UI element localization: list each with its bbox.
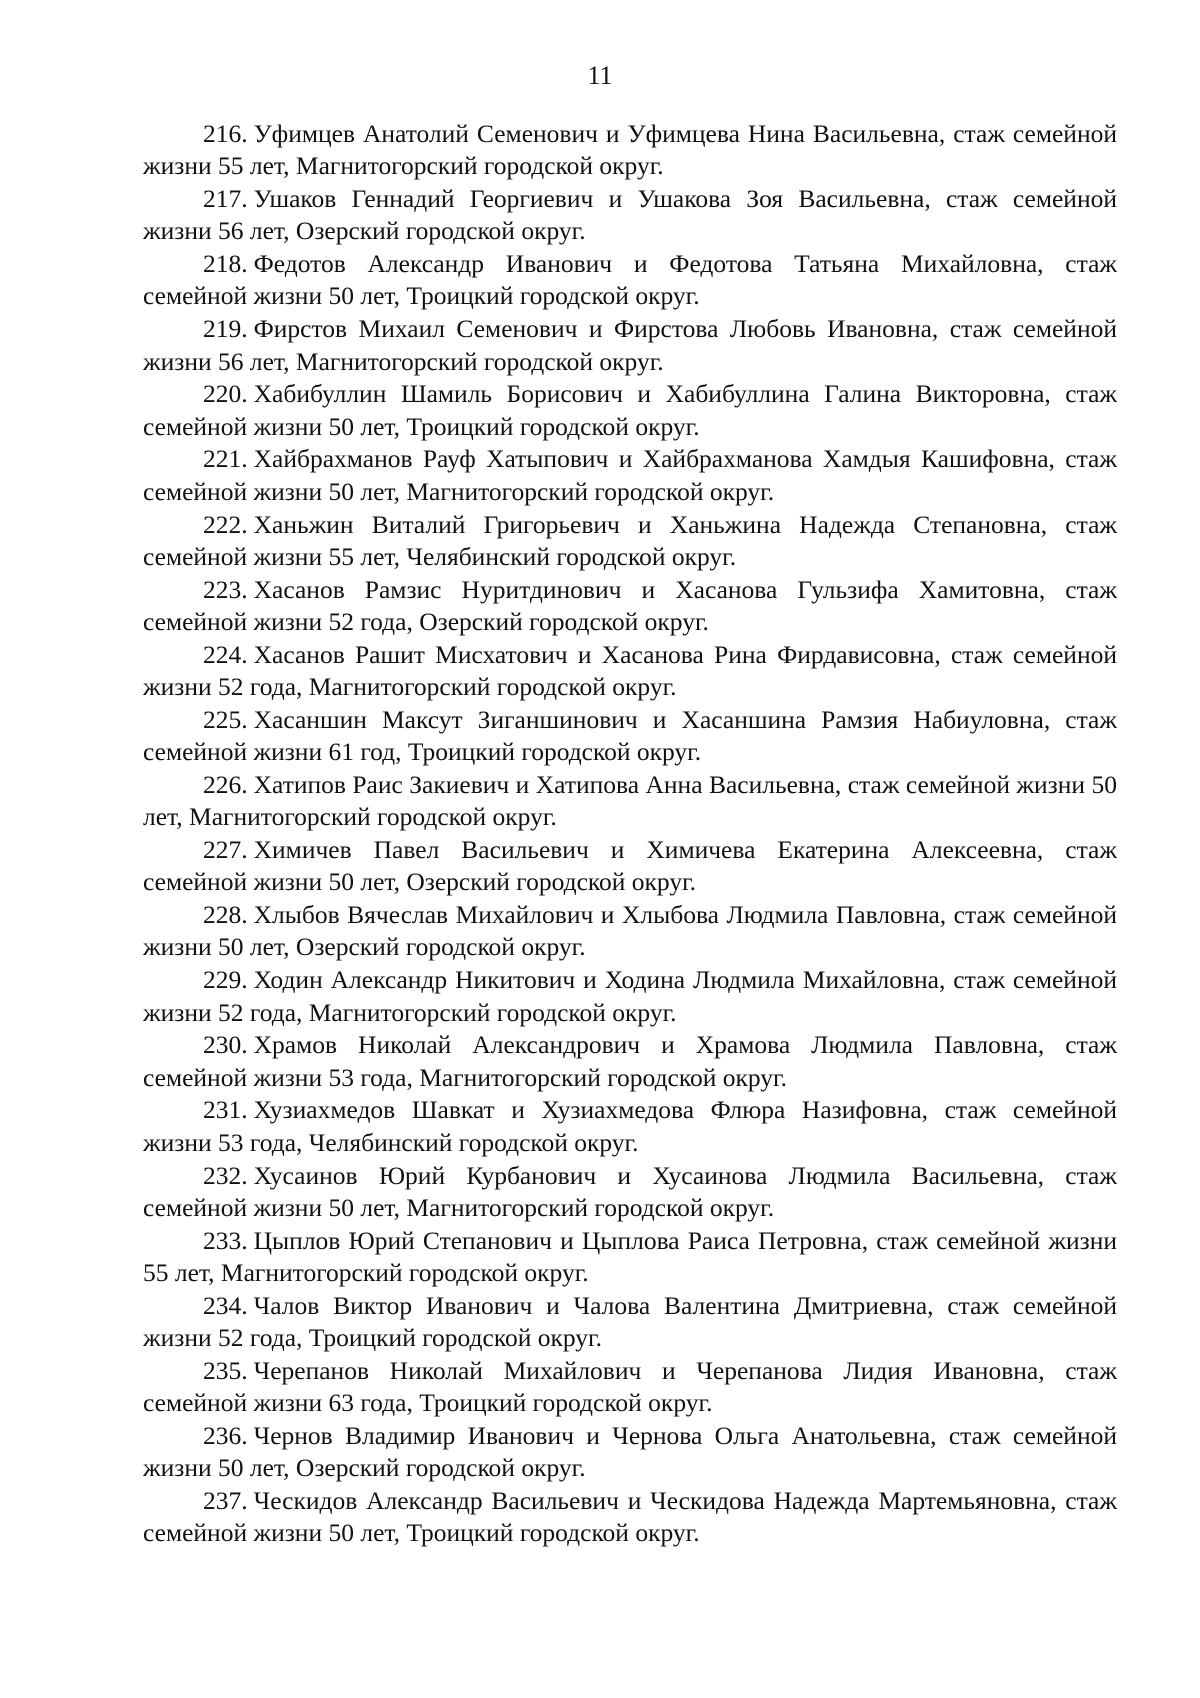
- list-item: [143, 378, 1117, 443]
- list-item: [143, 899, 1117, 964]
- entry-text: Цыплов Юрий Степанович и Цыплова Раиса Петровна, стаж семейной жизни 55 лет, Магнитогорский городской округ.: [143, 1225, 1117, 1287]
- entry-number: 229.: [203, 965, 248, 995]
- page-number: 11: [587, 61, 613, 90]
- list-item: [143, 964, 1117, 1029]
- entry-text: Ушаков Геннадий Георгиевич и Ушакова Зоя Васильевна, стаж семейной жизни 56 лет, Озерский городской округ.: [143, 184, 1117, 246]
- list-item: [143, 1094, 1117, 1159]
- entry-text: Черепанов Николай Михайлович и Черепанова Лидия Ивановна, стаж семейной жизни 63 года, Троицкий городской округ.: [143, 1355, 1117, 1418]
- list-item: [143, 1355, 1117, 1420]
- entry-text: Чалов Виктор Иванович и Чалова Валентина Дмитриевна, стаж семейной жизни 52 года, Троицкий городской округ.: [143, 1290, 1117, 1352]
- list-item: [143, 443, 1117, 508]
- entry-number: 231.: [203, 1095, 248, 1125]
- entry-number: 236.: [203, 1420, 248, 1450]
- list-item: [143, 313, 1117, 378]
- list-item: [143, 183, 1117, 248]
- entry-text: Хасанов Рамзис Нуритдинович и Хасанова Гульзифа Хамитовна, стаж семейной жизни 52 года, Озерский городской округ.: [143, 574, 1117, 636]
- entry-number: 228.: [203, 900, 248, 930]
- entry-number: 225.: [203, 704, 248, 734]
- entry-list: [143, 118, 1117, 1550]
- list-item: [143, 574, 1117, 639]
- entry-text: Хузиахмедов Шавкат и Хузиахмедова Флюра Назифовна, стаж семейной жизни 53 года, Челябинский городской округ.: [143, 1095, 1117, 1157]
- entry-number: 235.: [203, 1355, 248, 1385]
- entry-number: 233.: [203, 1225, 248, 1255]
- entry-number: 237.: [203, 1485, 248, 1515]
- entry-text: Ческидов Александр Васильевич и Ческидова Надежда Мартемьяновна, стаж семейной жизни 50 лет, Троицкий городской округ.: [143, 1485, 1117, 1548]
- entry-number: 227.: [203, 835, 248, 865]
- entry-number: 224.: [203, 639, 248, 669]
- list-item: [143, 1290, 1117, 1355]
- entry-number: 234.: [203, 1290, 248, 1320]
- entry-text: Химичев Павел Васильевич и Химичева Екатерина Алексеевна, стаж семейной жизни 50 лет, Озерский городской округ.: [143, 835, 1117, 897]
- list-item: [143, 118, 1117, 183]
- entry-number: 232.: [203, 1160, 248, 1190]
- entry-text: Хусаинов Юрий Курбанович и Хусаинова Людмила Васильевна, стаж семейной жизни 50 лет, Магнитогорский городской округ.: [143, 1160, 1117, 1222]
- entry-text: Хабибуллин Шамиль Борисович и Хабибуллина Галина Викторовна, стаж семейной жизни 50 лет, Троицкий городской округ.: [143, 379, 1117, 441]
- entry-text: Ханьжин Виталий Григорьевич и Ханьжина Надежда Степановна, стаж семейной жизни 55 лет, Челябинский городской округ.: [143, 509, 1117, 571]
- entry-text: Хасанов Рашит Мисхатович и Хасанова Рина Фирдависовна, стаж семейной жизни 52 года, Магнитогорский городской округ.: [143, 639, 1117, 702]
- entry-text: Хайбрахманов Рауф Хатыпович и Хайбрахманова Хамдыя Кашифовна, стаж семейной жизни 50 лет, Магнитогорский городской округ.: [143, 444, 1117, 506]
- entry-text: Хасаншин Максут Зиганшинович и Хасаншина Рамзия Набиуловна, стаж семейной жизни 61 год, Троицкий городской округ.: [143, 704, 1117, 767]
- entry-text: Чернов Владимир Иванович и Чернова Ольга Анатольевна, стаж семейной жизни 50 лет, Озерский городской округ.: [143, 1420, 1117, 1483]
- entry-text: Хлыбов Вячеслав Михайлович и Хлыбова Людмила Павловна, стаж семейной жизни 50 лет, Озерский городской округ.: [143, 900, 1117, 962]
- list-item: [143, 509, 1117, 574]
- list-item: [143, 1420, 1117, 1485]
- list-item: [143, 1225, 1117, 1290]
- list-item: [143, 248, 1117, 313]
- entry-text: Федотов Александр Иванович и Федотова Татьяна Михайловна, стаж семейной жизни 50 лет, Троицкий городской округ.: [143, 249, 1117, 311]
- list-item: [143, 639, 1117, 704]
- list-item: [143, 1160, 1117, 1225]
- entry-number: 226.: [203, 769, 248, 799]
- entry-text: Храмов Николай Александрович и Храмова Людмила Павловна, стаж семейной жизни 53 года, Магнитогорский городской округ.: [143, 1030, 1117, 1092]
- entry-number: 217.: [203, 184, 248, 214]
- entry-number: 218.: [203, 249, 248, 279]
- entry-number: 223.: [203, 574, 248, 604]
- entry-number: 222.: [203, 509, 248, 539]
- entry-text: Фирстов Михаил Семенович и Фирстова Любовь Ивановна, стаж семейной жизни 56 лет, Магнитогорский городской округ.: [143, 314, 1117, 376]
- entry-number: 230.: [203, 1030, 248, 1060]
- list-item: [143, 704, 1117, 769]
- list-item: [143, 834, 1117, 899]
- entry-text: Хатипов Раис Закиевич и Хатипова Анна Васильевна, стаж семейной жизни 50 лет, Магнитогорский городской округ.: [143, 769, 1117, 832]
- entry-number: 219.: [203, 314, 248, 344]
- entry-number: 216.: [203, 119, 248, 148]
- list-item: [143, 1485, 1117, 1550]
- entry-number: 220.: [203, 379, 248, 409]
- entry-number: 221.: [203, 444, 248, 474]
- entry-text: Уфимцев Анатолий Семенович и Уфимцева Нина Васильевна, стаж семейной жизни 55 лет, Магнитогорский городской округ.: [143, 119, 1117, 181]
- list-item: [143, 769, 1117, 834]
- list-item: [143, 1029, 1117, 1094]
- entry-text: Ходин Александр Никитович и Ходина Людмила Михайловна, стаж семейной жизни 52 года, Магнитогорский городской округ.: [143, 965, 1117, 1027]
